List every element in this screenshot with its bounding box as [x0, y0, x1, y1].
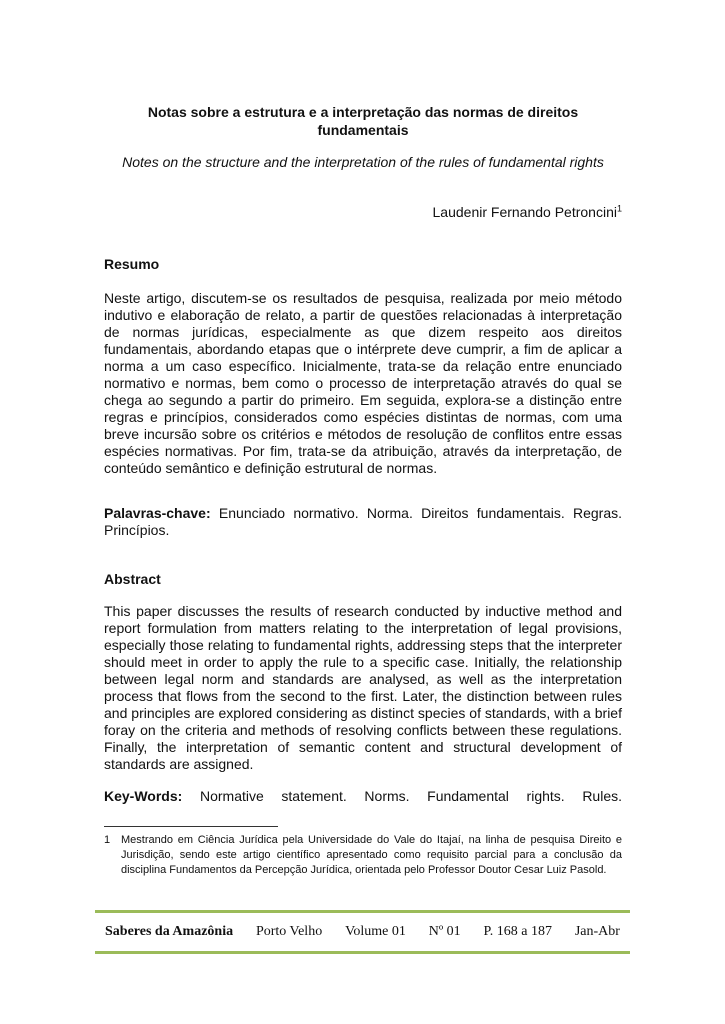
- resumo-keywords-label: Palavras-chave:: [104, 505, 211, 521]
- footer-issue-number: Nº 01: [428, 924, 461, 939]
- author-footnote-marker[interactable]: 1: [616, 203, 622, 214]
- footnote-text: Mestrando em Ciência Jurídica pela Universidade do Vale do Itajaí, na linha de pesquisa Direito e Jurisdição, sendo este artigo científico apresentado como requisito parcial para a conclusão da disciplina Fundamentos da Percepção Jurídica, orientada pelo Professor Doutor Cesar Luiz Pasold.: [121, 834, 622, 876]
- article-title: Notas sobre a estrutura e a interpretação das normas de direitos fundamentais: [147, 104, 579, 138]
- resumo-keywords-text: Enunciado normativo. Norma. Direitos fundamentais. Regras. Princípios.: [104, 505, 623, 538]
- author-name: Laudenir Fernando Petroncini: [432, 204, 617, 220]
- footnote-separator: [104, 826, 278, 827]
- author-line: [433, 203, 622, 221]
- abstract-heading: Abstract: [104, 571, 161, 587]
- resumo-keywords: [104, 505, 622, 539]
- footer-journal-name: Saberes da Amazônia: [105, 924, 234, 939]
- abstract-keywords-label: Key-Words:: [104, 788, 183, 804]
- article-subtitle-english: Notes on the structure and the interpretation of the rules of fundamental rights: [122, 154, 604, 170]
- footer-pages: P. 168 a 187: [483, 924, 552, 939]
- footer-city: Porto Velho: [255, 924, 323, 939]
- footer-period: Jan-Abr: [574, 924, 620, 939]
- resumo-heading: Resumo: [104, 256, 160, 272]
- journal-footer: [95, 910, 630, 954]
- footnote-number: 1: [104, 834, 111, 846]
- resumo-text: Neste artigo, discutem-se os resultados de pesquisa, realizada por meio método indutivo e elaboração de relato, a partir de questões relacionadas à interpretação de normas jurídicas, especialmente as que dizem respeito aos direitos fundamentais, abordando etapas que o intérprete deve cumprir, a fim de aplicar a norma a um caso específico. Inicialmente, trata-se da relação entre enunciado normativo e normas, bem como o processo de interpretação através do qual se chega ao segundo a partir do primeiro. Em seguida, explora-se a distinção entre regras e princípios, considerados como espécies distintas de normas, com uma breve incursão sobre os critérios e métodos de resolução de conflitos entre essas espécies normativas. Por fim, trata-se da atribuição, através da interpretação, de conteúdo semântico e definição estrutural de normas.: [104, 290, 622, 476]
- abstract-keywords: [104, 788, 622, 805]
- abstract-keywords-text: Normative statement. Norms. Fundamental rights. Rules.: [199, 788, 622, 804]
- footer-volume: Volume 01: [345, 924, 406, 939]
- abstract-text: This paper discusses the results of research conducted by inductive method and report formulation from matters relating to the interpretation of legal provisions, especially those relating to fundamental rights, addressing steps that the interpreter should meet in order to apply the rule to a specific case. Initially, the relationship between legal norm and standards are analysed, as well as the interpretation process that flows from the second to the first. Later, the distinction between rules and principles are explored considering as distinct species of standards, with a brief foray on the criteria and methods of resolving conflicts between these regulations. Finally, the interpretation of semantic content and structural development of standards are assigned.: [104, 603, 622, 772]
- footnote: [104, 833, 622, 878]
